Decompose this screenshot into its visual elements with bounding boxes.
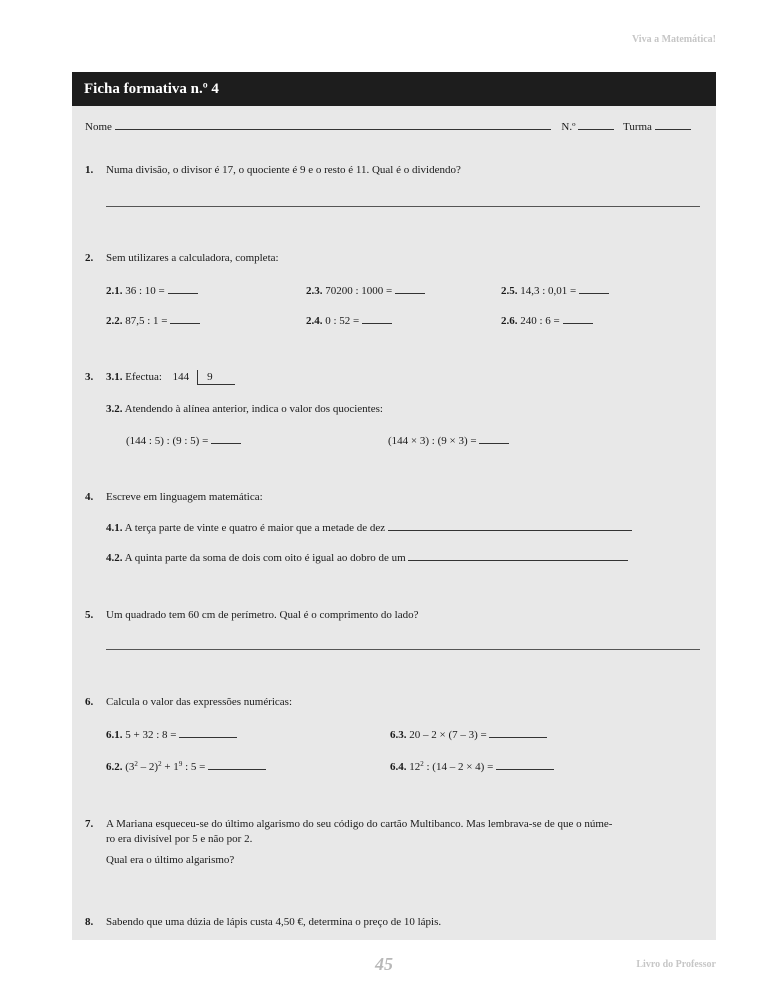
answer-blank[interactable] — [211, 432, 241, 444]
answer-blank[interactable] — [496, 758, 554, 770]
item-2-1: 2.1. 36 : 10 = — [106, 282, 198, 298]
question-number: 1. — [85, 164, 94, 176]
question-4-text: Escreve em linguagem matemática: — [106, 491, 263, 503]
item-6-1: 6.1. 5 + 32 : 8 = — [106, 726, 237, 742]
division-dividend: 144 — [172, 371, 190, 383]
question-number: 6. — [85, 696, 94, 708]
answer-blank[interactable] — [408, 549, 628, 561]
question-number: 2. — [85, 252, 94, 264]
question-2-text: Sem utilizares a calculadora, completa: — [106, 252, 279, 264]
item-3-2-a: (144 : 5) : (9 : 5) = — [126, 432, 241, 448]
name-label: Nome — [85, 121, 112, 133]
answer-blank[interactable] — [579, 282, 609, 294]
question-number: 8. — [85, 916, 94, 928]
item-4-1: 4.1. A terça parte de vinte e quatro é maior que a metade de dez — [106, 519, 632, 535]
class-field[interactable] — [655, 118, 691, 130]
question-6-text: Calcula o valor das expressões numéricas: — [106, 696, 293, 708]
question-8-text: Sabendo que uma dúzia de lápis custa 4,50 €, determina o preço de 10 lápis. — [106, 916, 442, 928]
item-3-2: 3.2. Atendendo à alínea anterior, indica o valor dos quocientes: — [106, 403, 383, 415]
worksheet-title: Ficha formativa n.º 4 — [72, 72, 716, 106]
item-6-4: 6.4. $12^2$ : (14 – 2 × 4) = — [390, 758, 554, 774]
question-number: 7. — [85, 818, 94, 830]
question-1-text: Numa divisão, o divisor é 17, o quociente é 9 e o resto é 11. Qual é o dividendo? — [106, 164, 461, 176]
question-number: 4. — [85, 491, 94, 503]
answer-blank[interactable] — [479, 432, 509, 444]
item-2-3: 2.3. 70200 : 1000 = — [306, 282, 425, 298]
question-7-line-1: A Mariana esqueceu-se do último algarismo do seu código do cartão Multibanco. Mas lembrava-se de que o núme- — [106, 818, 613, 830]
question-number: 3. — [85, 371, 94, 383]
item-3-2-b: (144 × 3) : (9 × 3) = — [388, 432, 509, 448]
answer-blank[interactable] — [395, 282, 425, 294]
answer-blank[interactable] — [563, 312, 593, 324]
question-5-text: Um quadrado tem 60 cm de perímetro. Qual é o comprimento do lado? — [106, 609, 419, 621]
question-number: 5. — [85, 609, 94, 621]
question-7-line-2: ro era divisível por 5 e não por 2. — [106, 833, 253, 845]
item-6-3: 6.3. 20 – 2 × (7 – 3) = — [390, 726, 547, 742]
page-number: 45 — [375, 954, 393, 974]
answer-blank[interactable] — [489, 726, 547, 738]
answer-blank[interactable] — [388, 519, 632, 531]
question-5-answer-line[interactable] — [106, 649, 700, 650]
item-2-5: 2.5. 14,3 : 0,01 = — [501, 282, 609, 298]
item-3-1: 3.1. Efectua: 144 9 — [106, 370, 235, 385]
running-footer: Livro do Professor — [636, 959, 716, 970]
class-label: Turma — [623, 121, 652, 133]
worksheet-panel — [72, 72, 716, 940]
question-7-line-3: Qual era o último algarismo? — [106, 854, 235, 866]
number-field[interactable] — [578, 118, 614, 130]
name-field[interactable] — [115, 118, 551, 130]
answer-blank[interactable] — [168, 282, 198, 294]
answer-blank[interactable] — [362, 312, 392, 324]
answer-blank[interactable] — [170, 312, 200, 324]
division-divisor[interactable]: 9 — [197, 370, 235, 385]
number-label: N.º — [561, 121, 576, 133]
running-header: Viva a Matemática! — [631, 34, 716, 45]
answer-blank[interactable] — [179, 726, 237, 738]
answer-blank[interactable] — [208, 758, 266, 770]
identity-row — [85, 118, 691, 134]
item-2-2: 2.2. 87,5 : 1 = — [106, 312, 200, 328]
item-2-6: 2.6. 240 : 6 = — [501, 312, 593, 328]
item-2-4: 2.4. 0 : 52 = — [306, 312, 392, 328]
question-1-answer-line[interactable] — [106, 206, 700, 207]
item-4-2: 4.2. A quinta parte da soma de dois com oito é igual ao dobro de um — [106, 549, 628, 565]
item-6-2: 6.2. $(3^2 - 2)^2 + 1^9$ : 5 = — [106, 758, 266, 774]
